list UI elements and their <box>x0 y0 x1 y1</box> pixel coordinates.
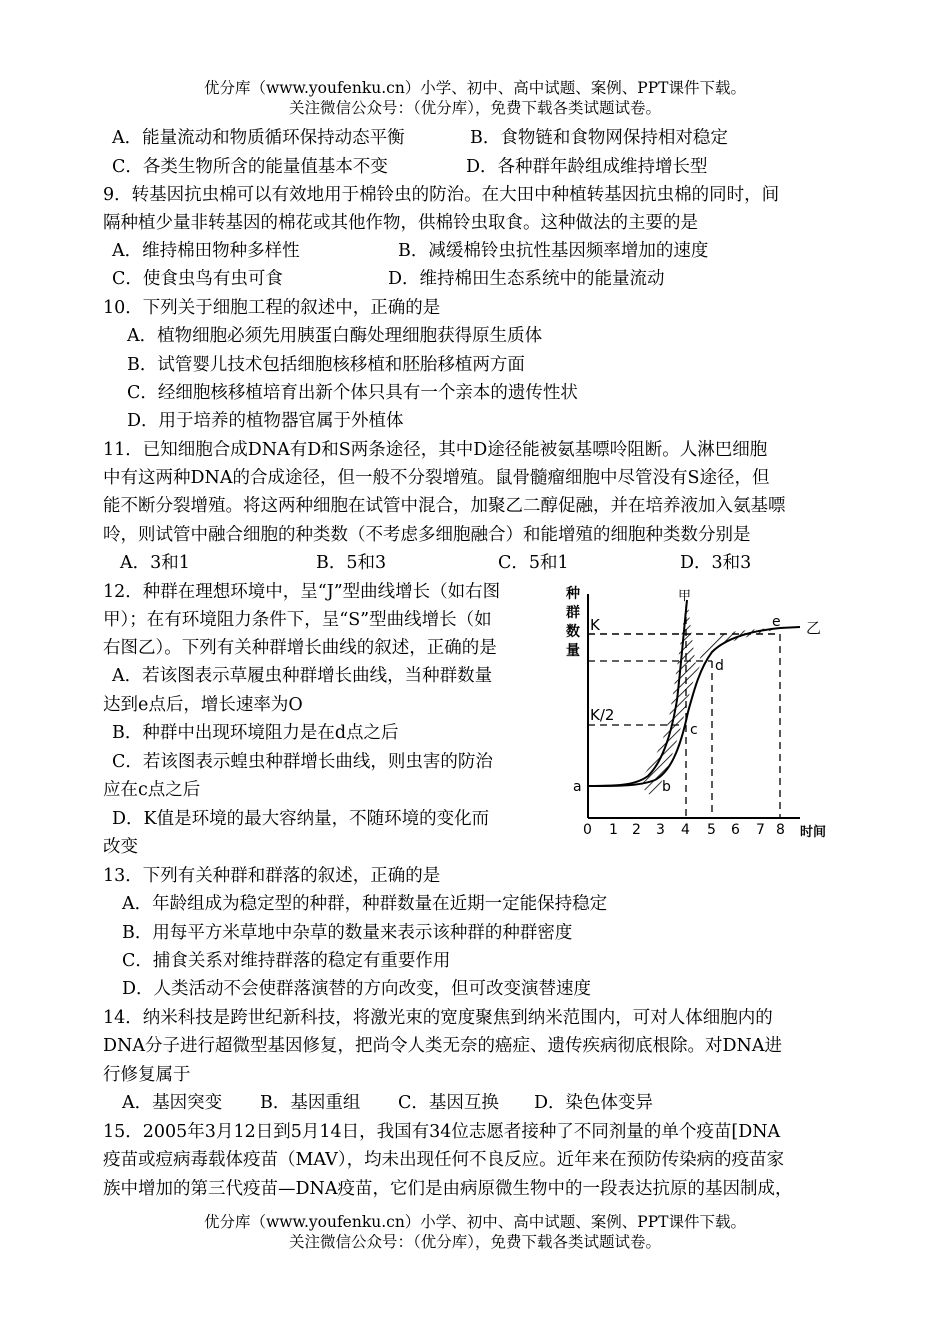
q13-option-c: C．捕食关系对维持群落的稳定有重要作用 <box>122 951 451 971</box>
q9-option-a: A．维持棉田物种多样性 <box>112 241 300 261</box>
x-tick: 5 <box>707 822 716 838</box>
q14-option-b: B．基因重组 <box>260 1093 361 1113</box>
q9-option-d: D．维持棉田生态系统中的能量流动 <box>388 269 665 289</box>
x-axis-label: 时间 <box>800 825 827 840</box>
q15-stem-line-3: 族中增加的第三代疫苗—DNA疫苗，它们是由病原微生物中的一段表达抗原的基因制成， <box>103 1179 793 1199</box>
q10-option-a: A．植物细胞必须先用胰蛋白酶处理细胞获得原生质体 <box>127 326 543 346</box>
footer-line-2: 关注微信公众号：（优分库），免费下载各类试题试卷。 <box>288 1233 661 1251</box>
x-tick: 4 <box>681 822 690 838</box>
y-axis-label-char: 数 <box>566 624 580 640</box>
q9-option-b: B．减缓棉铃虫抗性基因频率增加的速度 <box>398 241 709 261</box>
q11-stem-line-1: 11．已知细胞合成DNA有D和S两条途径，其中D途径能被氨基嘌呤阻断。人淋巴细胞 <box>103 440 768 460</box>
q10-stem: 10．下列关于细胞工程的叙述中，正确的是 <box>103 298 441 318</box>
q10-option-d: D．用于培养的植物器官属于外植体 <box>127 411 404 431</box>
q13-stem: 13．下列有关种群和群落的叙述，正确的是 <box>103 866 441 886</box>
q11-option-a: A．3和1 <box>120 553 190 573</box>
y-axis-label-char: 种 <box>566 586 580 602</box>
q14-stem-line-1: 14．纳米科技是跨世纪新科技，将激光束的宽度聚焦到纳米范围内，可对人体细胞内的 <box>103 1008 773 1028</box>
q12-option-b: B．种群中出现环境阻力是在d点之后 <box>112 723 399 743</box>
footer-line-1: 优分库（www.youfenku.cn）小学、初中、高中试题、案例、PPT课件下载。 <box>203 1213 747 1231</box>
x-tick: 8 <box>776 822 785 838</box>
point-e: e <box>772 614 781 630</box>
q12-option-c-line-1: C．若该图表示蝗虫种群增长曲线，则虫害的防治 <box>112 752 493 772</box>
q8-option-b: B．食物链和食物网保持相对稳定 <box>470 128 728 148</box>
q12-option-d-line-1: D．K值是环境的最大容纳量，不随环境的变化而 <box>112 809 490 829</box>
curve-s-label: 乙 <box>806 619 822 637</box>
q14-option-c: C．基因互换 <box>398 1093 499 1113</box>
curve-j <box>588 600 687 786</box>
q13-option-d: D．人类活动不会使群落演替的方向改变，但可改变演替速度 <box>122 979 592 999</box>
q14-option-a: A．基因突变 <box>122 1093 223 1113</box>
k-label: K <box>590 616 600 634</box>
q11-stem-line-2: 中有这两种DNA的合成途径，但一般不分裂增殖。鼠骨髓瘤细胞中尽管没有S途径，但 <box>103 468 770 488</box>
q13-option-a: A．年龄组成为稳定型的种群，种群数量在近期一定能保持稳定 <box>122 894 608 914</box>
q10-option-c: C．经细胞核移植培育出新个体只具有一个亲本的遗传性状 <box>127 383 578 403</box>
x-tick: 3 <box>656 822 665 838</box>
q9-stem-line-1: 9．转基因抗虫棉可以有效地用于棉铃虫的防治。在大田中种植转基因抗虫棉的同时，间 <box>103 185 780 205</box>
environmental-resistance-area <box>640 604 780 795</box>
q12-option-a-line-1: A．若该图表示草履虫种群增长曲线，当种群数量 <box>112 666 493 686</box>
q11-option-d: D．3和3 <box>680 553 752 573</box>
point-d: d <box>715 658 724 674</box>
point-a: a <box>573 779 582 795</box>
y-axis-label-char: 量 <box>566 643 580 659</box>
x-tick: 7 <box>756 822 765 838</box>
point-b: b <box>662 779 671 795</box>
q8-option-d: D．各种群年龄组成维持增长型 <box>466 157 708 177</box>
x-tick: 6 <box>731 822 740 838</box>
q12-stem-line-1: 12．种群在理想环境中，呈“J”型曲线增长（如右图 <box>103 582 501 602</box>
header-line-1: 优分库（www.youfenku.cn）小学、初中、高中试题、案例、PPT课件下载。 <box>203 79 747 97</box>
q9-stem-line-2: 隔种植少量非转基因的棉花或其他作物，供棉铃虫取食。这种做法的主要的是 <box>103 213 698 233</box>
q15-stem-line-1: 15．2005年3月12日到5月14日，我国有34位志愿者接种了不同剂量的单个疫苗[DNA <box>103 1122 781 1142</box>
header-line-2: 关注微信公众号：（优分库），免费下载各类试题试卷。 <box>288 99 661 117</box>
x-tick: 1 <box>609 822 618 838</box>
q12-option-a-line-2: 达到e点后，增长速率为O <box>103 695 303 715</box>
q11-stem-line-3: 能不断分裂增殖。将这两种细胞在试管中混合，加聚乙二醇促融，并在培养液加入氨基嘌 <box>103 496 786 516</box>
k-half-label: K/2 <box>590 706 615 724</box>
q11-option-b: B．5和3 <box>316 553 387 573</box>
q10-option-b: B．试管婴儿技术包括细胞核移植和胚胎移植两方面 <box>127 355 525 375</box>
x-tick: 0 <box>583 822 592 838</box>
q11-stem-line-4: 呤，则试管中融合细胞的种类数（不考虑多细胞融合）和能增殖的细胞种类数分别是 <box>103 525 751 545</box>
q9-option-c: C．使食虫鸟有虫可食 <box>112 269 283 289</box>
point-c: c <box>690 722 698 738</box>
q12-stem-line-2: 甲）；在有环境阻力条件下，呈“S”型曲线增长（如 <box>103 610 492 630</box>
q12-option-d-line-2: 改变 <box>103 837 138 857</box>
x-tick: 2 <box>632 822 641 838</box>
q8-option-a: A．能量流动和物质循环保持动态平衡 <box>112 128 405 148</box>
y-axis-label-char: 群 <box>566 605 580 621</box>
q12-option-c-line-2: 应在c点之后 <box>103 780 201 800</box>
curve-s <box>588 627 800 786</box>
q11-option-c: C．5和1 <box>498 553 569 573</box>
q14-stem-line-3: 行修复属于 <box>103 1065 191 1085</box>
q14-option-d: D．染色体变异 <box>534 1093 654 1113</box>
q8-option-c: C．各类生物所含的能量值基本不变 <box>112 157 388 177</box>
q13-option-b: B．用每平方米草地中杂草的数量来表示该种群的种群密度 <box>122 923 573 943</box>
q15-stem-line-2: 疫苗或痘病毒载体疫苗（MAV），均未出现任何不良反应。近年来在预防传染病的疫苗家 <box>103 1150 785 1170</box>
q12-stem-line-3: 右图乙）。下列有关种群增长曲线的叙述，正确的是 <box>103 638 497 658</box>
population-growth-figure <box>560 578 850 843</box>
q14-stem-line-2: DNA分子进行超微型基因修复，把尚令人类无奈的癌症、遗传疾病彻底根除。对DNA进 <box>103 1036 782 1056</box>
curve-j-label: 甲 <box>678 589 692 604</box>
